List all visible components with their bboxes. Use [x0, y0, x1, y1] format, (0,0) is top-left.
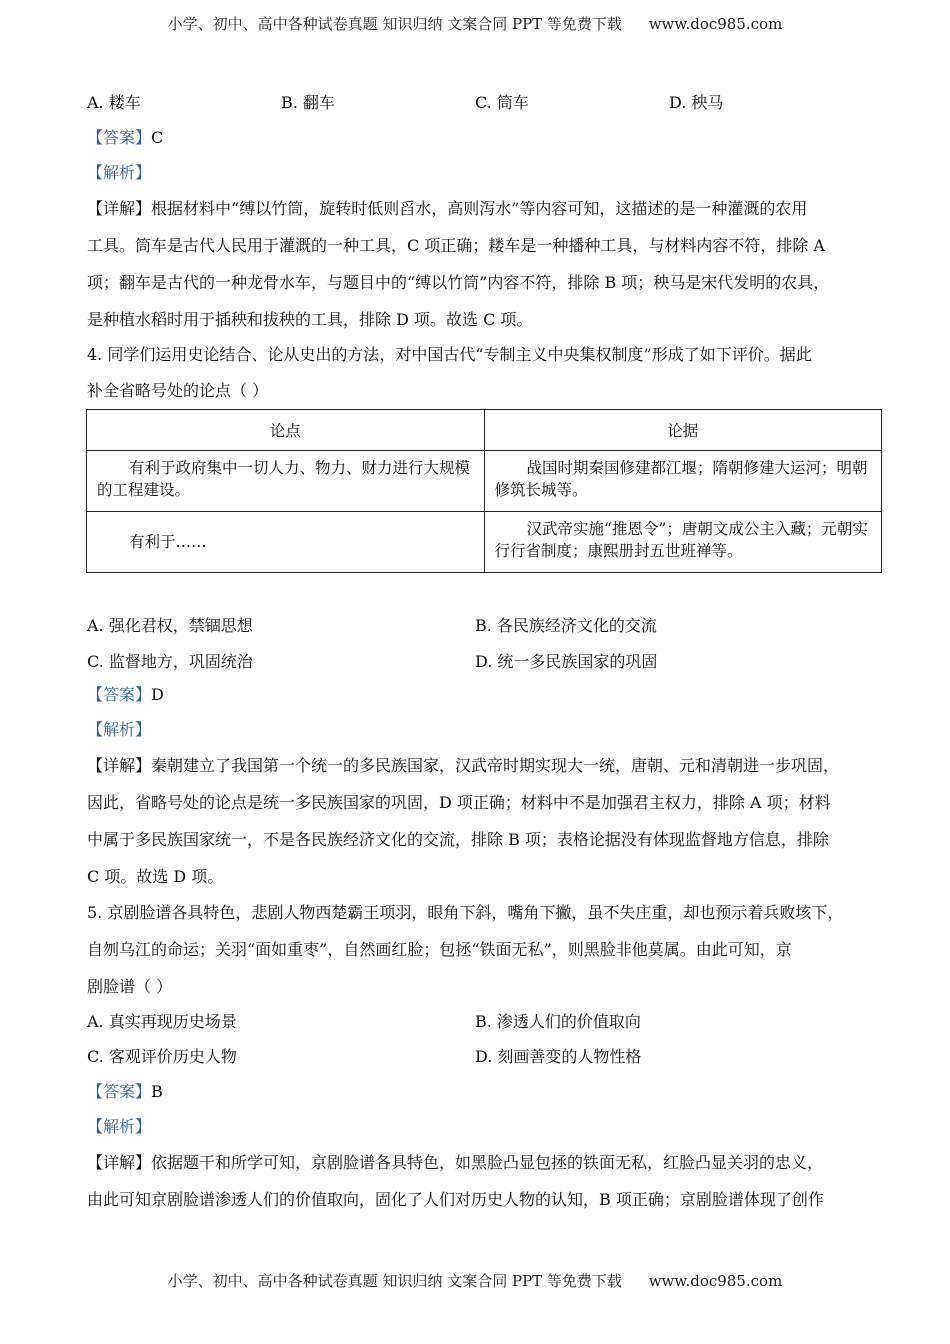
analysis-tag: 【解析】: [87, 163, 152, 182]
cell-text: 有利于政府集中一切人力、物力、财力进行大规模的工程建设。: [97, 459, 471, 499]
q3-detail-line: 是种植水稻时用于插秧和拔秧的工具，排除 D 项。故选 C 项。: [87, 310, 533, 329]
q4-detail-line: 中属于多民族国家统一，不是各民族经济文化的交流，排除 B 项；表格论据没有体现监督地方信息，排除: [87, 830, 829, 849]
footer-site: www.doc985.com: [648, 1272, 783, 1290]
q4-detail-line: 因此，省略号处的论点是统一多民族国家的巩固，D 项正确；材料中不是加强君主权力，排除 A 项；材料: [87, 793, 831, 812]
answer-tag: 【答案】: [87, 1082, 152, 1101]
q3-option-d: D. 秧马: [669, 93, 724, 112]
q5-option-c: C. 客观评价历史人物: [87, 1047, 237, 1066]
q4-stem-line: 4. 同学们运用史论结合、论从史出的方法，对中国古代“专制主义中央集权制度”形成了如下评价。据此: [87, 345, 812, 364]
q5-analysis: [87, 1114, 151, 1137]
q3-option-c: C. 筒车: [475, 93, 529, 112]
q3-answer: [87, 125, 163, 148]
detail-text: 依据题干和所学可知，京剧脸谱各具特色，如黑脸凸显包拯的铁面无私，红脸凸显关羽的忠义，: [151, 1153, 824, 1172]
table-cell: [484, 451, 882, 512]
q5-stem-line: 5. 京剧脸谱各具特色，悲剧人物西楚霸王项羽，眼角下斜，嘴角下撇，虽不失庄重，却也预示着兵败垓下，: [87, 903, 844, 922]
q4-option-b: B. 各民族经济文化的交流: [475, 616, 657, 635]
cell-text: 汉武帝实施“推恩令”；唐朝文成公主入藏；元朝实行行省制度；康熙册封五世班禅等。: [494, 520, 868, 560]
q4-answer: [87, 682, 164, 705]
header-text: 小学、初中、高中各种试卷真题 知识归纳 文案合同 PPT 等免费下载: [167, 15, 622, 33]
header-site: www.doc985.com: [648, 15, 783, 33]
q4-detail-line: C 项。故选 D 项。: [87, 867, 224, 886]
q3-detail-line: [87, 196, 807, 219]
answer-value: D: [151, 685, 164, 704]
table-cell: [87, 512, 485, 573]
detail-text: 根据材料中“缚以竹筒，旋转时低则舀水，高则泻水”等内容可知，这描述的是一种灌溉的农用: [151, 199, 808, 218]
answer-value: C: [151, 128, 164, 147]
q5-detail-line: [87, 1150, 823, 1173]
table-cell: [484, 512, 882, 573]
detail-text: 秦朝建立了我国第一个统一的多民族国家，汉武帝时期实现大一统，唐朝、元和清朝进一步巩固，: [151, 756, 840, 775]
detail-tag: 【详解】: [87, 1153, 152, 1172]
q4-detail-line: [87, 753, 839, 776]
page-header: [0, 13, 950, 34]
table-header-argument: 论点: [87, 410, 485, 451]
q5-option-b: B. 渗透人们的价值取向: [475, 1012, 641, 1031]
q4-option-c: C. 监督地方，巩固统治: [87, 652, 253, 671]
q3-analysis: [87, 160, 151, 183]
q5-answer: [87, 1079, 163, 1102]
page-footer: [0, 1270, 950, 1291]
footer-text: 小学、初中、高中各种试卷真题 知识归纳 文案合同 PPT 等免费下载: [167, 1272, 622, 1290]
detail-tag: 【详解】: [87, 199, 152, 218]
answer-tag: 【答案】: [87, 128, 152, 147]
cell-text: 有利于……: [129, 533, 207, 551]
q3-detail-line: 工具。筒车是古代人民用于灌溉的一种工具，C 项正确；耧车是一种播种工具，与材料内容不符，排除 A: [87, 236, 825, 255]
q5-detail-line: 由此可知京剧脸谱渗透人们的价值取向，固化了人们对历史人物的认知，B 项正确；京剧脸谱体现了创作: [87, 1190, 824, 1209]
analysis-tag: 【解析】: [87, 720, 152, 739]
q5-stem-line: 自刎乌江的命运；关羽“面如重枣”，自然画红脸；包拯“铁面无私”，则黑脸非他莫属。由此可知，京: [87, 940, 792, 959]
q5-option-a: A. 真实再现历史场景: [87, 1012, 237, 1031]
q5-stem-line: 剧脸谱（ ）: [87, 977, 173, 996]
q4-table: [86, 409, 882, 573]
q3-detail-line: 项；翻车是古代的一种龙骨水车，与题目中的“缚以竹筒”内容不符，排除 B 项；秧马是宋代发明的农具，: [87, 273, 830, 292]
cell-text: 战国时期秦国修建都江堰；隋朝修建大运河；明朝修筑长城等。: [494, 459, 868, 499]
q4-option-d: D. 统一多民族国家的巩固: [475, 652, 658, 671]
analysis-tag: 【解析】: [87, 1117, 152, 1136]
q3-option-b: B. 翻车: [281, 93, 335, 112]
q4-option-a: A. 强化君权，禁锢思想: [87, 616, 253, 635]
table-cell: [87, 451, 485, 512]
q5-option-d: D. 刻画善变的人物性格: [475, 1047, 642, 1066]
q3-option-a: A. 耧车: [87, 93, 141, 112]
q4-stem-line: 补全省略号处的论点（ ）: [87, 381, 269, 400]
answer-value: B: [151, 1082, 163, 1101]
table-header-evidence: 论据: [484, 410, 882, 451]
detail-tag: 【详解】: [87, 756, 152, 775]
q4-analysis: [87, 717, 151, 740]
answer-tag: 【答案】: [87, 685, 152, 704]
